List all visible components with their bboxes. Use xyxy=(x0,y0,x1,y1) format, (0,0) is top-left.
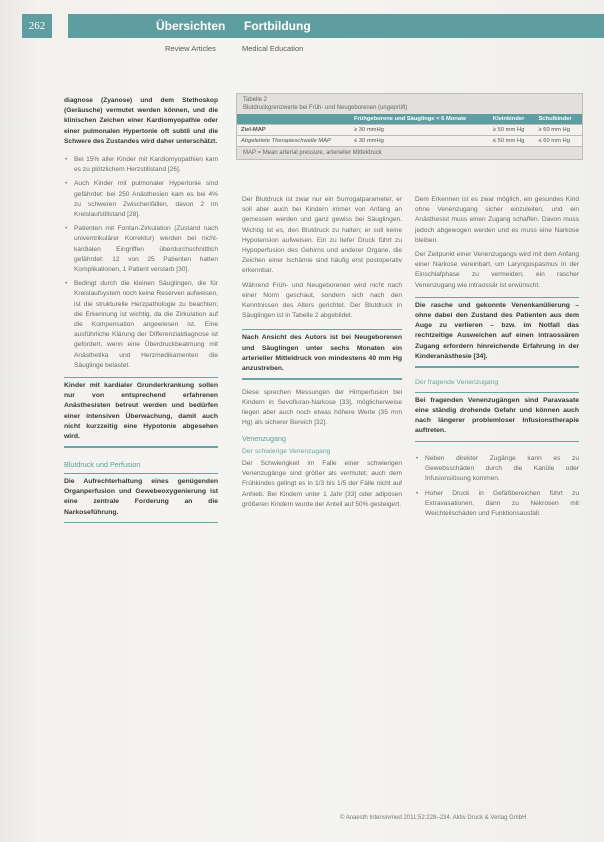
table-footnote: MAP = Mean arterial pressure, arterieller Mitteldruck xyxy=(237,146,582,159)
key-message-box: Kinder mit kardialer Grunderkrankung sollen nur von entsprechend erfahrenen Anästhesisten betreut werden und bedürfen einer intensiven Überwachung, damit auch nicht kurzzeitig eine Hypotonie abgesehen wird. xyxy=(64,377,218,446)
list-item: • Auch Kinder mit pulmonaler Hypertonie sind gefährdet: bei 250 Anästhesien kam es bei 4% zu schweren Zwischenfällen, davon 2 im Kreislaufstillstand [28]. xyxy=(74,179,218,220)
list-item: • Patienten mit Fontan-Zirkulation (Zustand nach univentrikulärer Korrektur) werden bei nicht-kardialen Eingriffen überdurchschnittlich gefährdet: 12 von 25 Patienten hatten Komplikationen, 1 Patient verstarb [30]. xyxy=(74,224,218,275)
table-header: Kleinkinder xyxy=(489,114,535,125)
page-header xyxy=(0,0,604,38)
paragraph: Diese sprechen Messungen der Hirnperfusion bei Kindern in Sevofluran-Narkose [33], möglicherweise liegen aber auch noch etwas höhere Werte (35 mm Hg) als sicherer Bereich [32]. xyxy=(242,388,402,427)
table-row: Ziel-MAP ≥ 30 mmHg ≥ 50 mm Hg ≥ 60 mm Hg xyxy=(237,125,582,136)
subsection-title: Fortbildung xyxy=(236,14,604,38)
bullet-list xyxy=(64,155,218,371)
list-item: • Neben direkter Zugänge kann es zu Gewebsschäden durch die Kanüle oder Infusionslösung kommen. xyxy=(425,454,579,485)
bullet-list xyxy=(415,454,579,519)
blood-pressure-table xyxy=(237,114,582,146)
divider xyxy=(64,522,218,524)
key-message-box: Nach Ansicht des Autors ist bei Neugeborenen und Säuglingen unter sechs Monaten ein arterieller Mitteldruck von mindestens 40 mm Hg anzustreben. xyxy=(242,329,402,378)
paragraph: Der Zeitpunkt einer Venenzugangs wird mit dem Anfang einer Narkose vereinbart, um Laryngospasmus in der Einschlafphase zu vermeiden; ein rascher Venenzugang wie intraossär ist erwünscht. xyxy=(415,251,579,289)
intro-paragraph: diagnose (Zyanose) und dem Stethoskop (Geräusche) vermutet werden können, und die klinischen Zeichen einer Kardiomyopathie oder einer pulmonalen Hypertonie oft subtil und die Schwere des Zustandes wird daher unterschätzt. xyxy=(64,97,218,145)
list-item: • Hoher Druck in Gefäßbereichen führt zu Extravasationen, dann zu Nekrosen mit Weichteilschäden und Funktionsausfall. xyxy=(425,489,579,520)
section-heading: Venenzugang xyxy=(242,433,286,443)
table-caption: Tabelle 2 Blutdruckgrenzwerte bei Früh- und Neugeborenen (ungeprüft) xyxy=(243,97,408,111)
column-right xyxy=(415,195,579,523)
section-title: Übersichten xyxy=(68,14,236,38)
subheader-left: Review Articles xyxy=(165,44,216,53)
list-item: • Bedingt durch die kleinen Säuglingen, die für Kreislaufsystem noch keine Reserven aufweisen, ist die strukturelle Herzpathologie zu beachten; die Erkennung ist wichtig, da die Zirkulation auf die Kompensation angewiesen ist. Eine ausführliche Klärung der Differenzialdiagnose ist gefordert, wenn eine Überdruckbeatmung mit Anästhetika und Herzmedikamenten die Säuglinge belastet. xyxy=(74,279,218,371)
paragraph: Dem Erkennen ist es zwar möglich, ein gesundes Kind ohne Venenzugang sicher einzuleiten, und ein Anästhesist muss einen Zugang schaffen. Davon muss jedoch abgewogen werden und es muss eine Narkose bleiben. xyxy=(415,196,579,244)
page-number: 262 xyxy=(22,14,52,38)
table-header: Schulkinder xyxy=(534,114,582,125)
divider xyxy=(64,446,218,448)
section-heading: Der fragende Venenzugang xyxy=(415,378,499,386)
table-header xyxy=(237,114,350,125)
paragraph: Der Blutdruck ist zwar nur ein Surrogatparameter, er soll aber auch bei Kindern immer von Anfang an gemessen werden und ganz gewiss bei Säuglingen. Wichtig ist es, den Blutdruck zu halten; er soll keine Hypotension aufweisen. Ein zu tiefer Druck führt zu Hypoperfusion des Gehirns und anderer Organe, die Zeichen einer Ischämie sind häufig erst postoperativ erkennbar. xyxy=(242,196,402,275)
column-middle xyxy=(242,195,402,514)
paragraph: Während Früh- und Neugeborenen wird nicht nach einer Norm geschaut, sondern sich nach den Kenntnissen des Alters gerichtet. Der Blutdruck in Säuglingen ist in Tabelle 2 abgebildet. xyxy=(242,281,402,320)
divider xyxy=(242,378,402,380)
list-item: • Bei 15% aller Kinder mit Kardiomyopathien kam es zu plötzlichem Herzstillstand [26]. xyxy=(74,155,218,175)
table-row: Abgeleitete Therapieschwelle MAP ≤ 30 mmHg ≤ 50 mm Hg ≤ 60 mm Hg xyxy=(237,136,582,147)
table-header: Frühgeborene und Säuglinge < 6 Monate xyxy=(350,114,489,125)
table-2 xyxy=(236,93,583,160)
divider xyxy=(415,441,579,443)
column-left xyxy=(64,96,218,523)
divider xyxy=(415,366,579,368)
subheader-right: Medical Education xyxy=(242,44,304,53)
page-footer: © Anaesth Intensivmed 2011;52:228–234. Aktiv Druck & Verlag GmbH xyxy=(340,815,527,821)
paragraph: Der Schwierigkeit im Falle einer schwierigen Venenzugänge sind größer als vermutet; auch dem Frühkindes gelingt es in 1/3 bis 1/5 der Fälle nicht auf Anhieb. Bei Kindern unter 1 Jahr [33] oder adipösen größeren Kindern wurde der Anteil auf 50% gesteigert. xyxy=(242,459,402,508)
key-message-box: Die Aufrechterhaltung eines genügenden Organperfusion und Gewebeoxygenierung ist eine zentrale Forderung an die Narkoseführung. xyxy=(64,473,218,522)
key-message-box: Bei fragenden Venenzugängen sind Paravasate eine ständig drohende Gefahr und können auch nach längerer problemloser Infusionstherapie auftreten. xyxy=(415,392,579,441)
section-heading: Blutdruck und Perfusion xyxy=(64,459,141,469)
subheading: Der schwierige Venenzugang xyxy=(242,447,331,455)
key-message-box: Die rasche und gekonnte Venenkanülierung – ohne dabei den Zustand des Patienten aus dem Auge zu verlieren – bzw. im Notfall das rechtzeitige Ausweichen auf einen intraossären Zugang erfordern hinreichende Erfahrung in der Kinderanästhesie [34]. xyxy=(415,297,579,366)
